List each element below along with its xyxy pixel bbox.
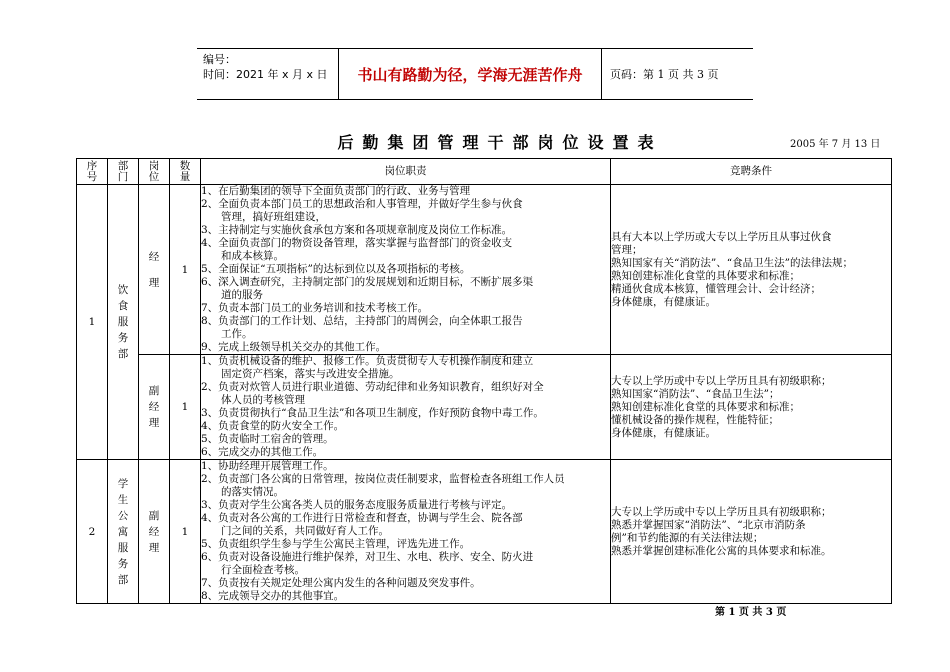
text-line: 管理； <box>611 243 643 256</box>
row-count: 1 <box>170 185 201 355</box>
header-dept: 部门 <box>108 159 139 185</box>
text-line: 6、负责对设备设施进行维护保养，对卫生、水电、秩序、安全、防火进 <box>201 551 534 563</box>
row-duties <box>201 460 611 604</box>
text-line: 行全面检查考核。 <box>221 564 305 576</box>
row-position: 副经理 <box>139 460 170 604</box>
text-line: 1、负责机械设备的维护、报修工作。负责贯彻专人专机操作制度和建立 <box>201 355 534 367</box>
text-line: 身体健康，有健康证。 <box>611 426 716 439</box>
row-dept: 学生公寓服务部 <box>108 460 139 604</box>
table-row <box>77 355 892 460</box>
text-line: 6、深入调查研究，主持制定部门的发展规划和近期目标，不断扩展多渠 <box>201 276 534 288</box>
time-label: 时间：2021 年 x 月 x 日 <box>203 68 328 81</box>
text-line: 4、全面负责部门的物资设备管理，落实掌握与监督部门的资金收支 <box>201 237 513 249</box>
text-line: 懂机械设备的操作规程，性能特征； <box>611 413 779 426</box>
text-line: 固定资产档案，落实与改进安全措施。 <box>221 368 400 380</box>
document-header <box>197 48 753 100</box>
text-line: 体人员的考核管理 <box>221 394 305 406</box>
text-line: 道的服务 <box>221 289 263 301</box>
row-position: 经理 <box>139 185 170 355</box>
text-line: 6、完成交办的其他工作。 <box>201 446 324 458</box>
text-line: 2、负责部门各公寓的日常管理，按岗位责任制要求，监督检查各班组工作人员 <box>201 473 565 485</box>
row-count: 1 <box>170 355 201 460</box>
table-header-row <box>77 159 892 185</box>
text-line: 熟知国家有关“消防法”、“食品卫生法”的法律法规； <box>611 256 853 269</box>
text-line: 1、在后勤集团的领导下全面负责部门的行政、业务与管理 <box>201 185 471 197</box>
text-line: 工作。 <box>221 328 253 340</box>
text-line: 8、负责部门的工作计划、总结，主持部门的周例会，向全体职工报告 <box>201 315 523 327</box>
page-label: 页码：第 1 页 共 3 页 <box>610 68 719 81</box>
text-line: 2、负责对炊管人员进行职业道德、劳动纪律和业务知识教育，组织好对全 <box>201 381 544 393</box>
text-line: 具有大本以上学历或大专以上学历且从事过伙食 <box>611 230 832 243</box>
text-line: 5、负责临时工宿舍的管理。 <box>201 433 334 445</box>
text-line: 4、负责食堂的防火安全工作。 <box>201 420 345 432</box>
text-line: 3、负责贯彻执行“食品卫生法”和各项卫生制度，作好预防食物中毒工作。 <box>201 407 544 419</box>
text-line: 熟知创建标准化食堂的具体要求和标准； <box>611 269 800 282</box>
row-position: 副经理 <box>139 355 170 460</box>
number-label: 编号： <box>203 53 236 66</box>
row-requirements <box>611 185 892 355</box>
row-dept: 饮食服务部 <box>108 185 139 460</box>
row-duties <box>201 355 611 460</box>
row-requirements <box>611 355 892 460</box>
text-line: 熟知创建标准化食堂的具体要求和标准； <box>611 400 800 413</box>
row-count: 1 <box>170 460 201 604</box>
text-line: 身体健康，有健康证。 <box>611 295 716 308</box>
header-requirements: 竞聘条件 <box>611 159 892 185</box>
text-line: 2、全面负责本部门员工的思想政治和人事管理，并做好学生参与伙食 <box>201 198 523 210</box>
header-seq: 序号 <box>77 159 108 185</box>
document-date: 2005 年 7 月 13 日 <box>790 139 881 150</box>
row-requirements <box>611 460 892 604</box>
text-line: 4、负责对各公寓的工作进行日常检查和督查，协调与学生会、院各部 <box>201 512 523 524</box>
header-duties: 岗位职责 <box>201 159 611 185</box>
text-line: 的落实情况。 <box>221 486 284 498</box>
text-line: 3、负责对学生公寓各类人员的服务态度服务质量进行考核与评定。 <box>201 499 513 511</box>
text-line: 大专以上学历或中专以上学历且具有初级职称； <box>611 374 832 387</box>
row-seq: 1 <box>77 185 108 460</box>
text-line: 熟知国家“消防法”、“食品卫生法”； <box>611 387 780 400</box>
text-line: 1、协助经理开展管理工作。 <box>201 460 334 472</box>
text-line: 8、完成领导交办的其他事宜。 <box>201 590 345 602</box>
header-position: 岗位 <box>139 159 170 185</box>
text-line: 和成本核算。 <box>221 250 284 262</box>
text-line: 门之间的关系，共同做好育人工作。 <box>221 525 389 537</box>
text-line: 精通伙食成本核算，懂管理会计、会计经济； <box>611 282 821 295</box>
table-row <box>77 460 892 604</box>
page-footer: 第 1 页 共 3 页 <box>715 607 787 618</box>
text-line: 熟悉并掌握创建标准化公寓的具体要求和标准。 <box>611 544 832 557</box>
text-line: 7、负责按有关规定处理公寓内发生的各种问题及突发事件。 <box>201 577 481 589</box>
text-line: 例”和节约能源的有关法律法规； <box>611 531 764 544</box>
header-count: 数量 <box>170 159 201 185</box>
text-line: 5、全面保证“五项指标”的达标到位以及各项指标的考核。 <box>201 263 471 275</box>
row-seq: 2 <box>77 460 108 604</box>
text-line: 大专以上学历或中专以上学历且具有初级职称； <box>611 505 832 518</box>
page-title: 后勤集团管理干部岗位设置表 <box>337 133 663 152</box>
text-line: 9、完成上级领导机关交办的其他工作。 <box>201 341 387 353</box>
header-meta <box>197 49 339 99</box>
table-row <box>77 185 892 355</box>
text-line: 管理，搞好班组建设， <box>221 211 326 223</box>
motto: 书山有路勤为径，学海无涯苦作舟 <box>339 49 602 99</box>
text-line: 5、负责组织学生参与学生公寓民主管理，评选先进工作。 <box>201 538 471 550</box>
position-table <box>76 158 892 604</box>
text-line: 熟悉并掌握国家“消防法”、“北京市消防条 <box>611 518 806 531</box>
row-duties <box>201 185 611 355</box>
text-line: 7、负责本部门员工的业务培训和技术考核工作。 <box>201 302 429 314</box>
text-line: 3、主持制定与实施伙食承包方案和各项规章制度及岗位工作标准。 <box>201 224 513 236</box>
